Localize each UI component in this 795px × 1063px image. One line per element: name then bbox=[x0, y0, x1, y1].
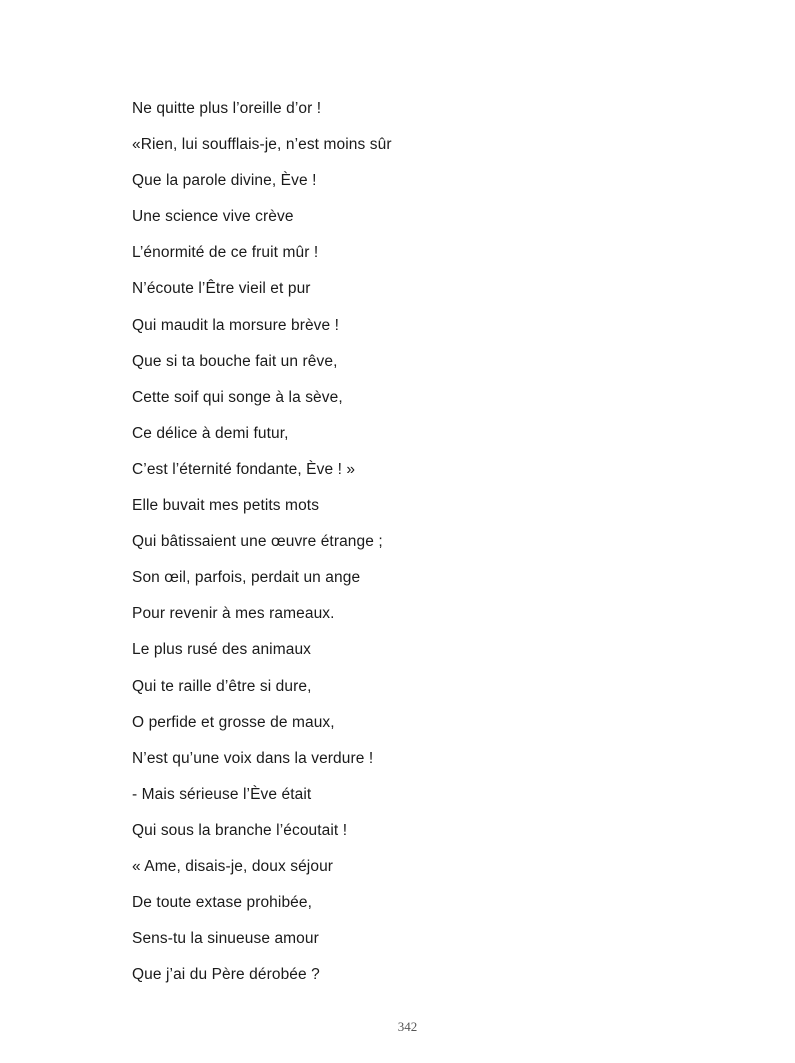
poem-line: Qui bâtissaient une œuvre étrange ; bbox=[132, 533, 383, 551]
poem-line: « Ame, disais-je, doux séjour bbox=[132, 857, 334, 875]
poem-line: Sens-tu la sinueuse amour bbox=[132, 930, 319, 948]
poem-line: Le plus rusé des animaux bbox=[132, 641, 312, 659]
poem-line: Une science vive crève bbox=[132, 208, 294, 226]
poem-line: Que si ta bouche fait un rêve, bbox=[132, 352, 338, 370]
poem-line: C’est l’éternité fondante, Ève ! » bbox=[132, 460, 356, 478]
poem-stanza bbox=[132, 98, 392, 1000]
poem-line: Que la parole divine, Ève ! bbox=[132, 172, 317, 190]
poem-line: Son œil, parfois, perdait un ange bbox=[132, 569, 361, 587]
poem-line: Ne quitte plus l’oreille d’or ! bbox=[132, 100, 322, 117]
poem-line: De toute extase prohibée, bbox=[132, 894, 313, 912]
poem-line: Qui maudit la morsure brève ! bbox=[132, 316, 340, 334]
poem-line: Qui te raille d’être si dure, bbox=[132, 677, 312, 695]
poem-line: Cette soif qui songe à la sève, bbox=[132, 388, 343, 406]
poem-line: Elle buvait mes petits mots bbox=[132, 497, 320, 515]
poem-line: N’est qu’une voix dans la verdure ! bbox=[132, 749, 374, 767]
poem-line: Pour revenir à mes rameaux. bbox=[132, 605, 335, 623]
poem-line: N’écoute l’Être vieil et pur bbox=[132, 280, 311, 298]
poem-line: Ce délice à demi futur, bbox=[132, 424, 289, 442]
page-number: 342 bbox=[397, 1019, 418, 1034]
poem-line: Qui sous la branche l’écoutait ! bbox=[132, 821, 348, 839]
poem-line: «Rien, lui soufflais-je, n’est moins sûr bbox=[132, 136, 392, 154]
poem-line: Que j’ai du Père dérobée ? bbox=[132, 966, 320, 984]
poem-line: O perfide et grosse de maux, bbox=[132, 713, 335, 731]
poem-line: L’énormité de ce fruit mûr ! bbox=[132, 244, 319, 262]
poem-line: - Mais sérieuse l’Ève était bbox=[132, 785, 312, 803]
